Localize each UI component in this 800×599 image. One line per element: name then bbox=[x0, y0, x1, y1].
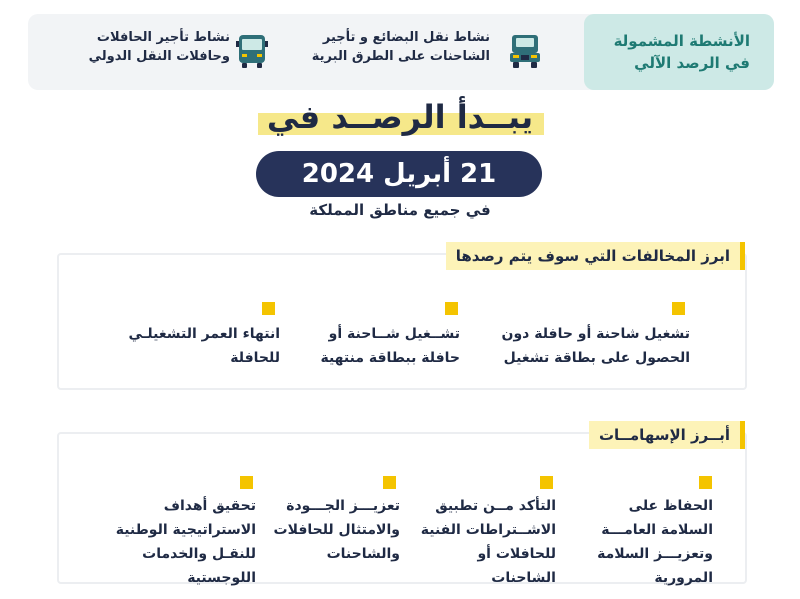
violation-item: تشــغيل شــاحنة أو حافلة ببطاقة منتهية bbox=[320, 326, 460, 366]
start-date: 21 أبريل 2024 bbox=[256, 151, 542, 197]
scope-label: الأنشطة المشمولة في الرصد الآلي bbox=[613, 32, 750, 72]
contribution-item: تحقيق أهداف الاستراتيجية الوطنية للنقـل والخدمات اللوجستية bbox=[115, 498, 256, 586]
contribution-item: تعزيـــز الجـــودة والامتثال للحافلات والشاحنات bbox=[273, 498, 400, 562]
regions-note: في جميع مناطق المملكة bbox=[309, 201, 491, 219]
contributions-title: أبــرز الإسهامــات bbox=[589, 421, 745, 449]
bullet bbox=[262, 302, 275, 315]
truck-icon bbox=[506, 32, 544, 70]
activity-goods-transport: نشاط نقل البضائع و تأجير الشاحنات على الطرق البرية bbox=[311, 30, 490, 64]
bullet bbox=[672, 302, 685, 315]
violations-title: ابرز المخالفات التي سوف يتم رصدها bbox=[446, 242, 745, 270]
headline-title: يبــدأ الرصــد في bbox=[266, 98, 534, 136]
activity-bus-rental: نشاط تأجير الحافلات وحافلات النقل الدولي bbox=[88, 30, 230, 64]
contribution-item: التأكد مــن تطبيق الاشــتراطات الفنية للحافلات أو الشاحنات bbox=[420, 498, 556, 586]
violation-item: انتهاء العمر التشغيلـي للحافلة bbox=[128, 326, 280, 366]
bullet bbox=[240, 476, 253, 489]
contribution-item: الحفاظ على السلامة العامـــة وتعزيـــز السلامة المرورية bbox=[597, 498, 713, 586]
bus-icon bbox=[233, 32, 271, 70]
bullet bbox=[445, 302, 458, 315]
bullet bbox=[383, 476, 396, 489]
scope-box bbox=[584, 14, 774, 90]
violation-item: تشغيل شاحنة أو حافلة دون الحصول على بطاقة تشغيل bbox=[501, 326, 690, 366]
bullet bbox=[540, 476, 553, 489]
bullet bbox=[699, 476, 712, 489]
